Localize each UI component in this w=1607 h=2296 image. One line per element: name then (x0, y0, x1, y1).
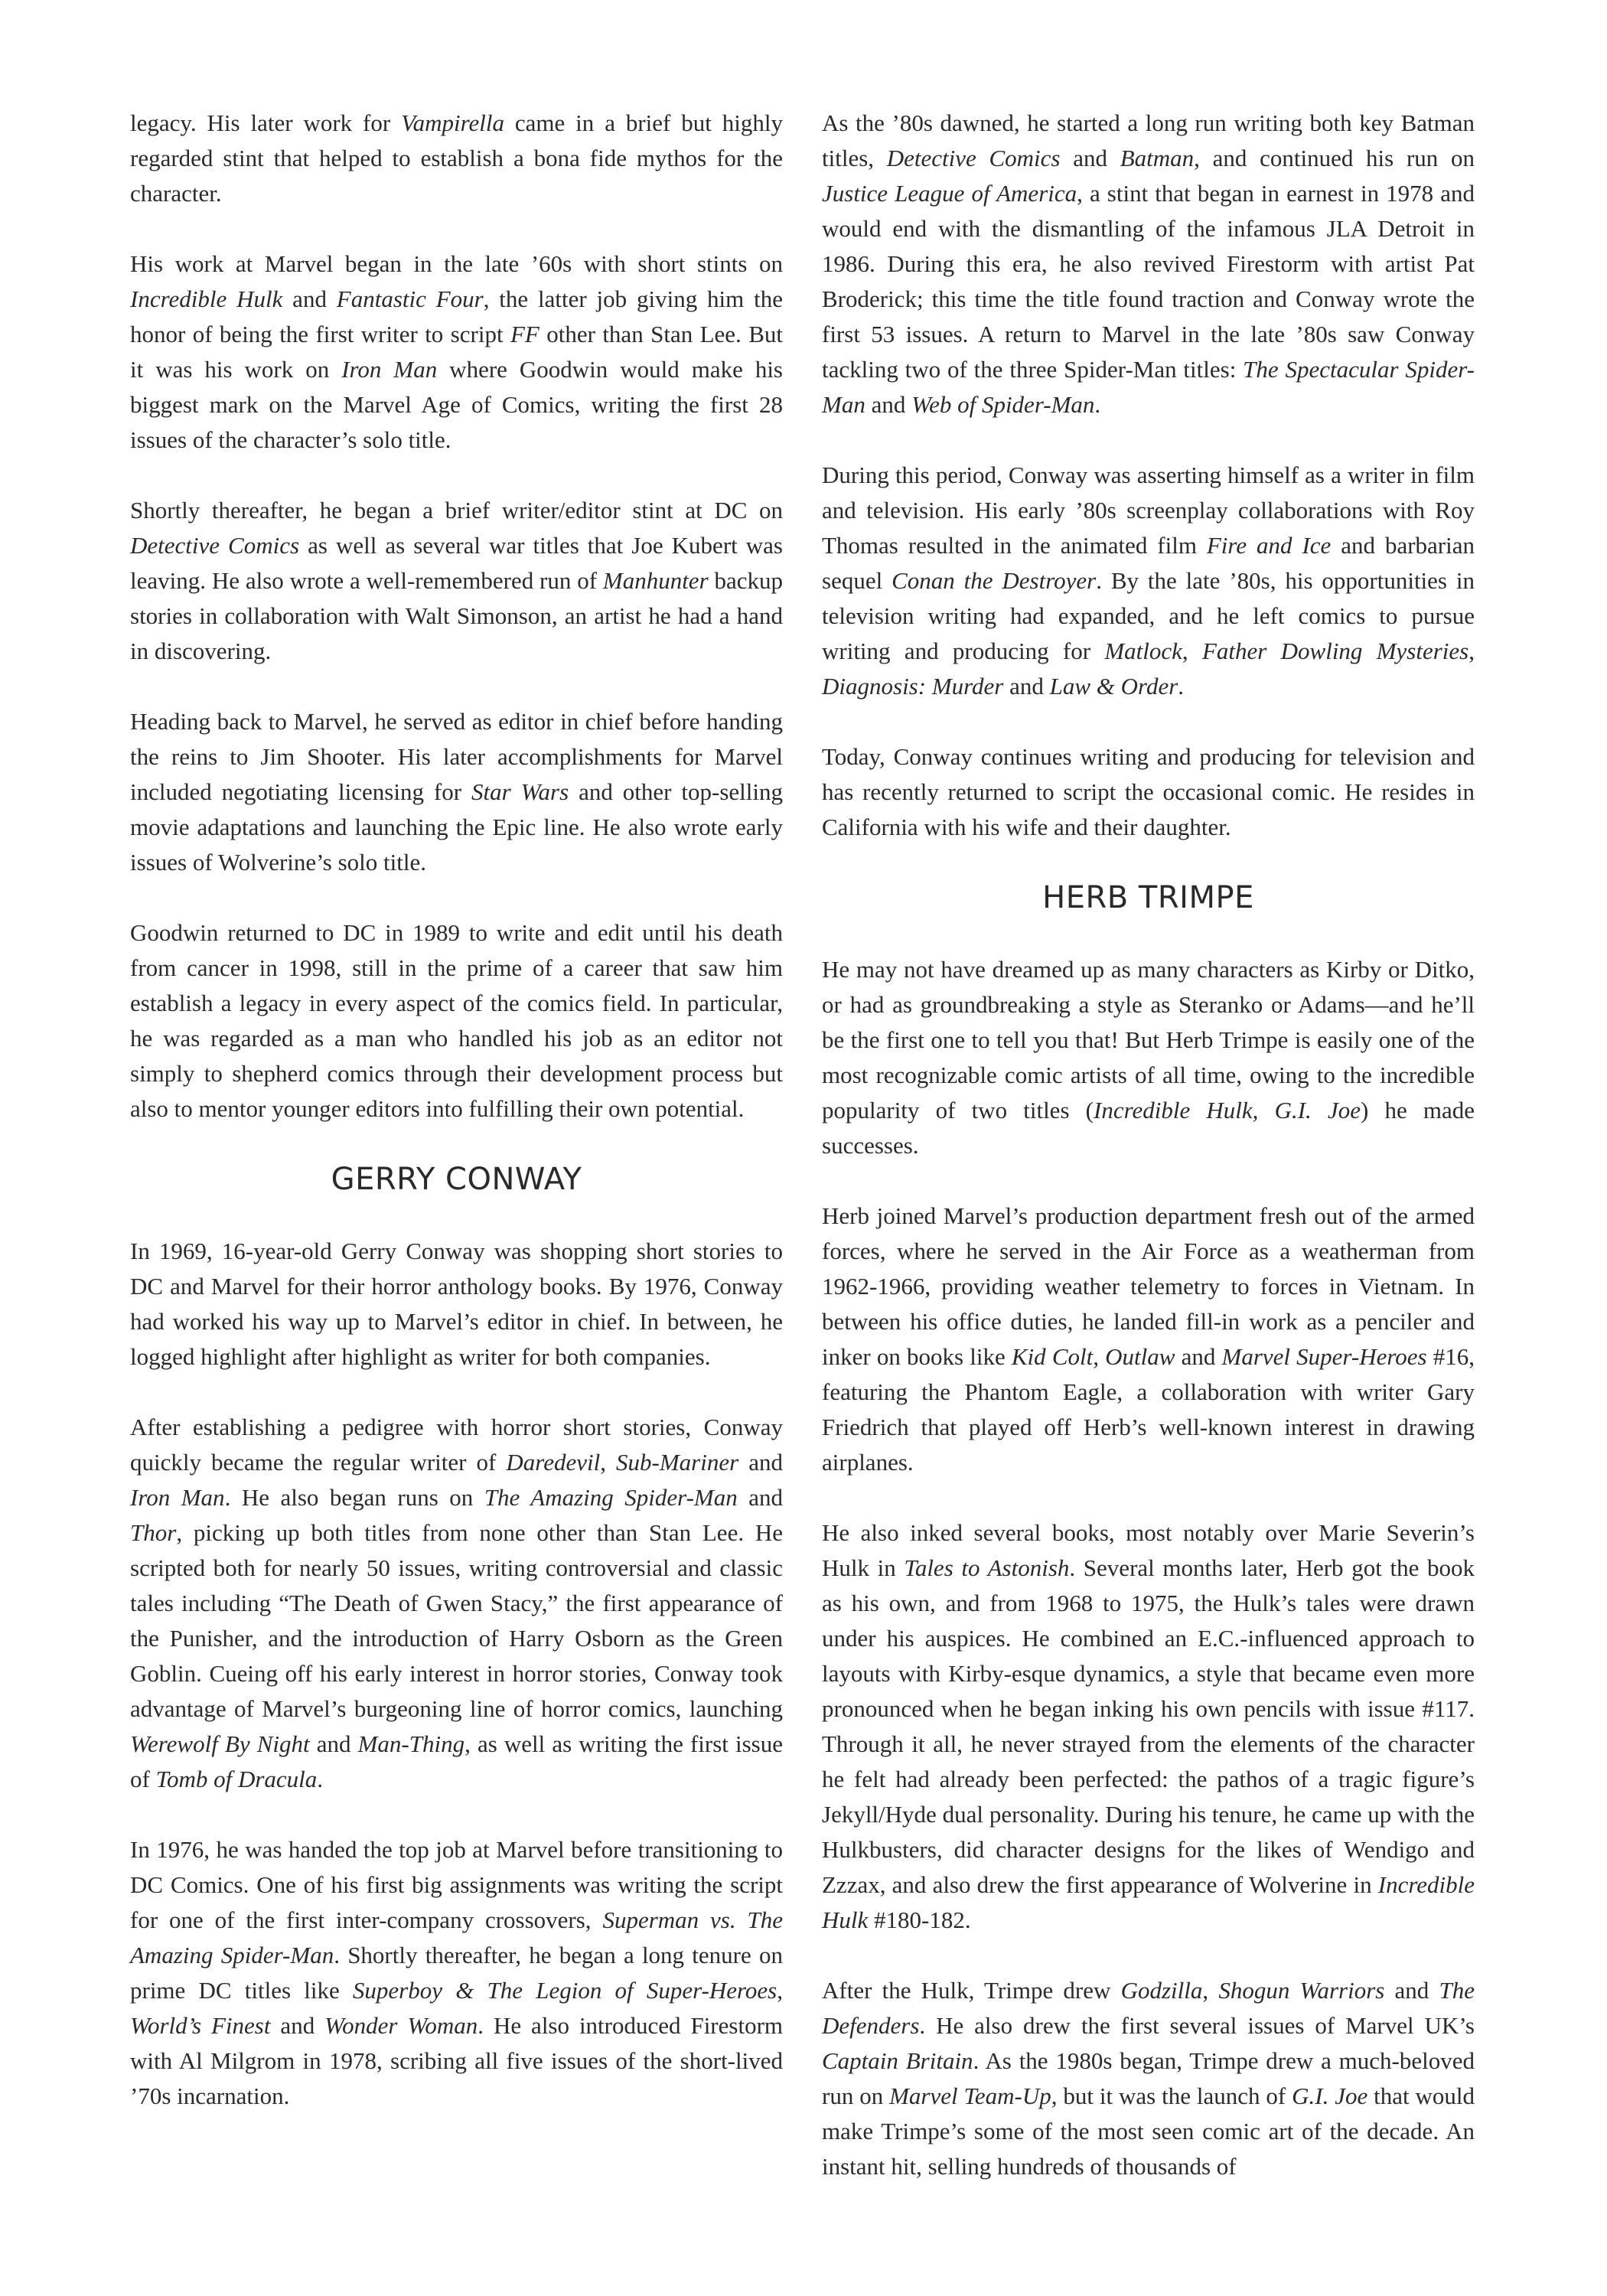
italic-title: G.I. Joe (1292, 2082, 1368, 2109)
italic-title: Diagnosis: Murder (822, 673, 1004, 700)
italic-title: The Spectacular Spider-Man (822, 356, 1475, 418)
italic-title: Web of Spider-Man (911, 391, 1095, 418)
paragraph: He may not have dreamed up as many characters as Kirby or Ditko, or had as groundbreaking a style as Steranko or Adams—and he’ll be the first one to tell you that! But Herb Trimpe is easily one of the most recognizable comic artists of all time, owing to the incredible popularity of two titles (Incredible Hulk, G.I. Joe) he made successes. (822, 956, 1475, 1159)
italic-title: Incredible Hulk, G.I. Joe (1094, 1097, 1361, 1124)
italic-title: Father Dowling Mysteries (1201, 638, 1469, 664)
italic-title: Marvel Super-Heroes (1221, 1343, 1427, 1370)
italic-title: Thor (130, 1519, 177, 1546)
paragraph: In 1969, 16-year-old Gerry Conway was shopping short stories to DC and Marvel for their horror anthology books. By 1976, Conway had worked his way up to Marvel’s editor in chief. In between, he logged highlight after highlight as writer for both companies. (130, 1238, 783, 1370)
italic-title: Godzilla (1120, 1977, 1203, 2004)
paragraph: Heading back to Marvel, he served as editor in chief before handing the reins to Jim Shooter. His later accomplishments for Marvel included negotiating licensing for Star Wars and other top-selling movie adaptations and launching the Epic line. He also wrote early issues of Wolverine’s solo title. (130, 708, 783, 876)
italic-title: Sub-Mariner (616, 1449, 739, 1476)
paragraph: Today, Conway continues writing and producing for television and has recently returned to script the occasional comic. He resides in California with his wife and their daughter. (822, 743, 1475, 840)
right-column (822, 106, 1475, 2219)
italic-title: Justice League of America (822, 180, 1077, 207)
italic-title: Manhunter (602, 567, 709, 594)
paragraph: Goodwin returned to DC in 1989 to write and edit until his death from cancer in 1998, still in the prime of a career that saw him establish a legacy in every aspect of the comics field. In particular, he was regarded as a man who handled his job as an editor not simply to shepherd comics through their development process but also to mentor younger editors into fulfilling their own potential. (130, 919, 783, 1122)
italic-title: FF (510, 321, 539, 347)
paragraph: As the ’80s dawned, he started a long run writing both key Batman titles, Detective Comics and Batman, and continued his run on Justice League of America, a stint that began in earnest in 1978 and would end with the dismantling of the infamous JLA Detroit in 1986. During this era, he also revived Firestorm with artist Pat Broderick; this time the title found traction and Conway wrote the first 53 issues. A return to Marvel in the late ’80s saw Conway tackling two of the three Spider-Man titles: The Spectacular Spider-Man and Web of Spider-Man. (822, 109, 1475, 418)
paragraph: legacy. His later work for Vampirella came in a brief but highly regarded stint that helped to establish a bona fide mythos for the character. (130, 109, 783, 207)
italic-title: Fire and Ice (1206, 532, 1332, 559)
italic-title: Daredevil (506, 1449, 601, 1476)
italic-title: Incredible Hulk (822, 1871, 1475, 1933)
italic-title: Incredible Hulk (130, 285, 283, 312)
italic-title: The Amazing Spider-Man (484, 1484, 738, 1511)
italic-title: The Defenders (822, 1977, 1475, 2039)
italic-title: Captain Britain (822, 2047, 973, 2074)
italic-title: Star Wars (471, 778, 569, 805)
italic-title: Tomb of Dracula (155, 1766, 318, 1792)
italic-title: Iron Man (130, 1484, 225, 1511)
italic-title: Detective Comics (886, 145, 1061, 171)
italic-title: Vampirella (401, 109, 504, 136)
italic-title: Detective Comics (130, 532, 300, 559)
italic-title: Fantastic Four (336, 285, 484, 312)
italic-title: Matlock (1104, 638, 1182, 664)
paragraph: He also inked several books, most notably over Marie Severin’s Hulk in Tales to Astonish. Several months later, Herb got the book as his own, and from 1968 to 1975, the Hulk’s tales were drawn under his auspices. He combined an E.C.-influenced approach to layouts with Kirby-esque dynamics, a style that became even more pronounced when he began inking his own pencils with issue #117. Through it all, he never strayed from the elements of the character he felt had already been perfected: the pathos of a tragic figure’s Jekyll/Hyde dual personality. During his tenure, he came up with the Hulkbusters, did character designs for the likes of Wendigo and Zzzax, and also drew the first appearance of Wolverine in Incredible Hulk #180-182. (822, 1519, 1475, 1933)
section-heading-gerry-conway: GERRY CONWAY (331, 1162, 582, 1197)
italic-title: Man-Thing (357, 1730, 465, 1757)
italic-title: Marvel Team-Up (889, 2082, 1051, 2109)
paragraph: Herb joined Marvel’s production department fresh out of the armed forces, where he served in the Air Force as a weatherman from 1962-1966, providing weather telemetry to forces in Vietnam. In between his office duties, he landed fill-in work as a penciler and inker on books like Kid Colt, Outlaw and Marvel Super-Heroes #16, featuring the Phantom Eagle, a collaboration with writer Gary Friedrich that played off Herb’s well-known interest in drawing airplanes. (822, 1202, 1475, 1476)
italic-title: Werewolf By Night (130, 1730, 310, 1757)
italic-title: Iron Man (341, 356, 438, 383)
left-column (130, 106, 783, 2149)
italic-title: Superboy & The Legion of Super-Heroes (352, 1977, 777, 2004)
section-heading-herb-trimpe: HERB TRIMPE (1042, 880, 1254, 915)
paragraph: His work at Marvel began in the late ’60s with short stints on Incredible Hulk and Fantastic Four, the latter job giving him the honor of being the first writer to script FF other than Stan Lee. But it was his work on Iron Man where Goodwin would make his biggest mark on the Marvel Age of Comics, writing the first 28 issues of the character’s solo title. (130, 250, 783, 453)
paragraph: Shortly thereafter, he began a brief writer/editor stint at DC on Detective Comics as well as several war titles that Joe Kubert was leaving. He also wrote a well-remembered run of Manhunter backup stories in collaboration with Walt Simonson, an artist he had a hand in discovering. (130, 497, 783, 664)
italic-title: Kid Colt, Outlaw (1011, 1343, 1175, 1370)
italic-title: Batman (1120, 145, 1195, 171)
italic-title: Wonder Woman (324, 2012, 478, 2039)
italic-title: Law & Order (1049, 673, 1178, 700)
italic-title: Conan the Destroyer (892, 567, 1097, 594)
italic-title: Shogun Warriors (1218, 1977, 1385, 2004)
italic-title: Tales to Astonish (904, 1554, 1070, 1581)
italic-title: Superman vs. The Amazing Spider-Man (130, 1906, 783, 1968)
paragraph: In 1976, he was handed the top job at Marvel before transitioning to DC Comics. One of his first big assignments was writing the script for one of the first inter-company crossovers, Superman vs. The Amazing Spider-Man. Shortly thereafter, he began a long tenure on prime DC titles like Superboy & The Legion of Super-Heroes, World’s Finest and Wonder Woman. He also introduced Firestorm with Al Milgrom in 1978, scribing all five issues of the short-lived ’70s incarnation. (130, 1836, 784, 2109)
paragraph: After establishing a pedigree with horror short stories, Conway quickly became the regular writer of Daredevil, Sub-Mariner and Iron Man. He also began runs on The Amazing Spider-Man and Thor, picking up both titles from none other than Stan Lee. He scripted both for nearly 50 issues, writing controversial and classic tales including “The Death of Gwen Stacy,” the first appearance of the Punisher, and the introduction of Harry Osborn as the Green Goblin. Cueing off his early interest in horror stories, Conway took advantage of Marvel’s burgeoning line of horror comics, launching Werewolf By Night and Man-Thing, as well as writing the first issue of Tomb of Dracula. (130, 1414, 783, 1792)
paragraph: During this period, Conway was asserting himself as a writer in film and television. His early ’80s screenplay collaborations with Roy Thomas resulted in the animated film Fire and Ice and barbarian sequel Conan the Destroyer. By the late ’80s, his opportunities in television writing had expanded, and he left comics to pursue writing and producing for Matlock, Father Dowling Mysteries, Diagnosis: Murder and Law & Order. (822, 461, 1475, 700)
italic-title: World’s Finest (130, 2012, 271, 2039)
paragraph: After the Hulk, Trimpe drew Godzilla, Shogun Warriors and The Defenders. He also drew the first several issues of Marvel UK’s Captain Britain. As the 1980s began, Trimpe drew a much-beloved run on Marvel Team-Up, but it was the launch of G.I. Joe that would make Trimpe’s some of the most seen comic art of the decade. An instant hit, selling hundreds of thousands of (822, 1977, 1475, 2180)
